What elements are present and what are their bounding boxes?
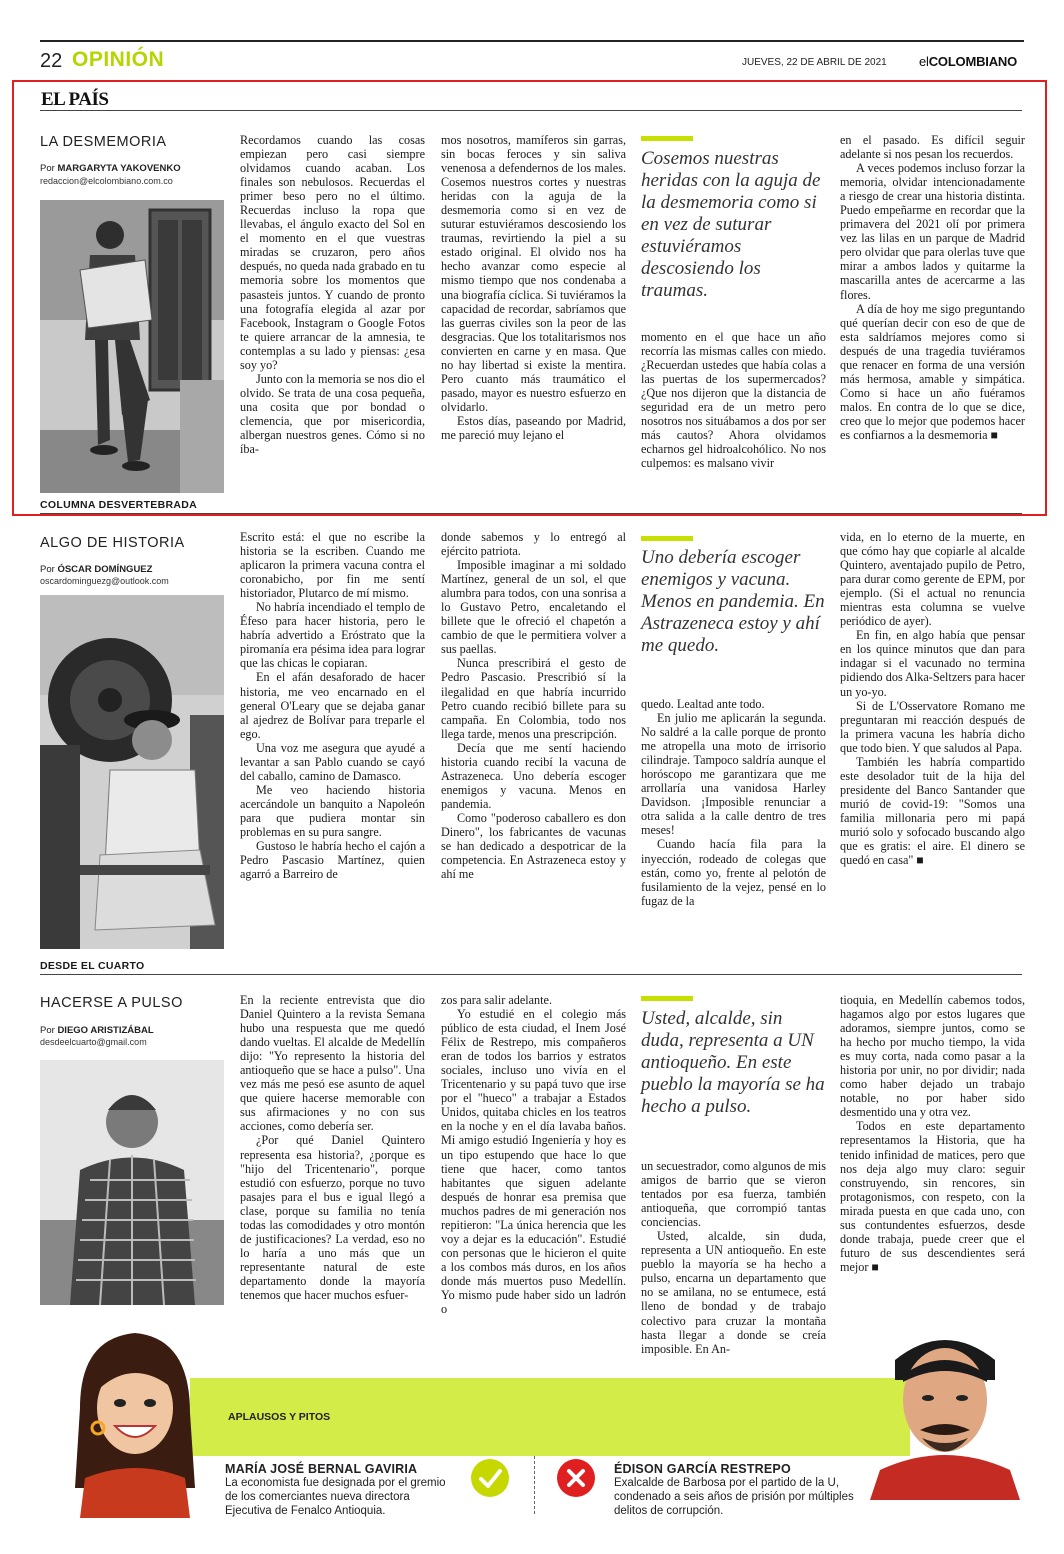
paragraph: Me veo haciendo historia acercándole un banquito a Napoleón para que pudiera montar sin problemas en su pura sangre. [240, 782, 425, 839]
pull-quote: Uno debería escoger enemigos y vacuna. Menos en pandemia. En Astrazeneca estoy y ahí me quedo. [641, 547, 825, 656]
pull-quote-bar [641, 996, 693, 1001]
statue-photo [40, 200, 224, 493]
byline: Por DIEGO ARISTIZÁBAL [40, 1025, 154, 1036]
column-title: HACERSE A PULSO [40, 995, 183, 1011]
paragraph: En la reciente entrevista que dio Daniel Quintero a la revista Semana hubo una respuesta que me quedó dando vueltas. El alcalde de Medellín dijo: "Yo represento la historia del antioqueño que se hace a pulso". Una vez más me pesó ese asunto de aquel que quiere hacerse memorable con sus afirmaciones y no con sus acciones, como debería ser. [240, 993, 425, 1134]
man-with-locomotive-illustration [40, 595, 224, 949]
historia-column-4 [840, 530, 1025, 958]
paragraph: Estos días, paseando por Madrid, me pareció muy lejano el [441, 413, 626, 442]
paragraph: Decía que me sentí haciendo historia cuando recibí la vacuna de Astrazeneca. Uno debería escoger enemigos y vacuna. Menos en pandemia. [441, 740, 626, 811]
paragraph: quedo. Lealtad ante todo. [641, 697, 765, 711]
aplauso-name: MARÍA JOSÉ BERNAL GAVIRIA [225, 1462, 418, 1476]
paragraph: zos para salir adelante. [441, 993, 552, 1007]
el-pais-rule [40, 110, 1022, 111]
el-pais-column-2 [441, 133, 626, 493]
top-rule [40, 40, 1024, 42]
author-email: redaccion@elcolombiano.com.co [40, 176, 173, 186]
column-title: ALGO DE HISTORIA [40, 535, 185, 551]
paragraph: A día de hoy me sigo preguntando qué querían decir con eso de que de esta saldríamos mejores como si después de una tragedia tuviéramos que renacer en forma de una versión más hermosa, amable y simpática. Como si hace un año fuéramos malos. En contra de lo que se dice, creo que lo mejor que podemos hacer es confiarnos a la desmemoria ■ [840, 301, 1025, 442]
page-number: 22 [40, 50, 63, 72]
author-photo [40, 1060, 224, 1305]
paragraph: Usted, alcalde, sin duda, representa a UN antioqueño. En este pueblo la mayoría se ha hecho a pulso, encarna un departamento que no se amilana, no se entumece, está lleno de bondad y de trabajo colectivo para cruzar la montaña hasta llegar a donde se creía imposible. En An- [641, 1229, 826, 1356]
paragraph: En julio me aplicarán la segunda. No saldré a la calle porque de pronto me atropella una moto de irrisorio cilindraje. Tampoco saldría aunque el horóscopo me garantizara que me arrollaría una vanidosa Harley Davidson. ¡Imposible renunciar a otra salida a la calle dentro de tres meses! [641, 711, 826, 838]
column-kicker: COLUMNA DESVERTEBRADA [40, 499, 197, 511]
historia-column-3 [641, 697, 826, 958]
cuarto-column-1 [240, 993, 425, 1338]
cuarto-column-3 [641, 1159, 826, 1373]
paragraph: También les habría compartido este desolador tuit de la hija del presidente del Banco Santander que murió de covid-19: "Somos una familia millonaria pero mi papá murió solo y sofocado buscando algo que es gratis: el aire. El dinero se quedó en casa" ■ [840, 754, 1025, 868]
author-email: desdeelcuarto@gmail.com [40, 1037, 147, 1047]
man-in-field-illustration [40, 1060, 224, 1305]
paragraph: tioquia, en Medellín cabemos todos, hagamos algo por estos lugares que adoramos, siempre juntos, como se ha hecho por mucho tiempo, la vida es muy corta, nada como pasar a la historia por unir, no por dividir; nada como haber dejado un trabajo notable, no por haber sido desmentido una y otra vez. [840, 993, 1025, 1120]
man-caricature-illustration [860, 1320, 1030, 1500]
paragraph: Recordamos cuando las cosas empiezan pero casi siempre olvidamos cuando acaban. Los finales son nebulosos. Recuerdas el primer beso pero no el último. Recuerdas incluso la ropa que llevabas, el ángulo exacto del Sol en el momento en el que vuestras miradas se cruzaron, pero años después, no queda nada grabado en tu memoria sobre los momentos que pasasteis juntos. Y cuando de pronto una fotografía elegida al azar por Facebook, Instagram o Google Fotos te quiere arrancar de la amnesia, te contemplas a su lado y piensas: ¿esa soy yo? [240, 133, 425, 372]
paragraph: vida, en lo eterno de la muerte, en que cómo hay que copiarle al alcalde Quintero, aventajado pupilo de Petro, para durar como gerente de EPM, por ejemplo. (Si el actual no renuncia mientras esta columna se vuelve periódico de ayer). [840, 530, 1025, 629]
author-photo [40, 595, 224, 949]
pull-quote: Usted, alcalde, sin duda, representa a UN antioqueño. En este pueblo la mayoría se ha hecho a pulso. [641, 1008, 825, 1117]
masthead [919, 54, 1017, 69]
pull-quote: Cosemos nuestras heridas con la aguja de la desmemoria como si en vez de suturar estuviéramos descosiendo los traumas. [641, 148, 821, 301]
paragraph: ¿Por qué Daniel Quintero representa esa historia?, ¿porque es "hijo del Tricentenario", porque estudió con esfuerzo, porque no tuvo pasajes para el bus e igual llegó a clase, porque su familia no tenía todas las comodidades y otro montón de justificaciones? La verdad, eso no lo haría a uno más que un representante natural de este departamento donde la mayoría tenemos que hacer muchos esfuer- [240, 1133, 425, 1302]
pull-quote-bar [641, 136, 693, 141]
el-pais-column-3 [641, 330, 826, 493]
byline: Por MARGARYTA YAKOVENKO [40, 163, 181, 174]
paragraph: Si de L'Osservatore Romano me preguntaran mi reacción después de la primera vacuna les habría dicho que todo bien. Y que saludos al Papa. [840, 698, 1025, 755]
issue-date: JUEVES, 22 DE ABRIL DE 2021 [742, 57, 887, 68]
paragraph: Cuando hacía fila para la inyección, rodeado de colegas que están, como yo, frente al pelotón de fusilamiento de la vejez, pensé en lo fugaz de la [641, 837, 826, 908]
paragraph: donde sabemos y lo entregó al ejército patriota. [441, 530, 626, 559]
paragraph: mos nosotros, mamíferos sin garras, sin bocas feroces y sin saliva venenosa a defendernos de los males. Cosemos nuestros cortes y nuestras heridas con la aguja de la desmemoria como si en vez de suturar estuviéramos descosiendo los traumas, revirtiendo la piel a su estado original. El olvido nos ha hecho avanzar como especie al mismo tiempo que nos condenaba a una biografía cíclica. Si tuviéramos la capacidad de recordar, sabríamos que las guerras civiles son la peor de las desgracias. Que los totalitarismos nos convierten en carne y en masa. Que no hay libertad si existe la mentira. Pero cuanto más traumático el pasado, mayor es nuestro esfuerzo en olvidarlo. [441, 133, 626, 414]
paragraph: Escrito está: el que no escribe la historia se la escriben. Cuando me aplicaron la primera vacuna contra el coronabicho, por fin me sentí historiador, Plutarco de mí mismo. [240, 530, 425, 601]
section-rule [40, 974, 1022, 975]
divider [534, 1456, 535, 1514]
pito-text: Exalcalde de Barbosa por el partido de la U, condenado a seis años de prisión por múltiples delitos de corrupción. [614, 1477, 854, 1517]
paragraph: Como "poderoso caballero es don Dinero", los fabricantes de vacunas se han dedicado a despotricar de la competencia. En Astrazeneca estoy y ahí me [441, 810, 626, 882]
paragraph: Todos en este departamento representamos la Historia, que ha tenido infinidad de matices, pero que nos deja algo muy claro: seguir construyendo, sin rencores, sin protagonismos, con respeto, con la mirada puesta en que cada uno, con sus contundentes esfuerzos, desde donde trabaja, puede creer que el futuro de sus descendientes será mejor ■ [840, 1119, 1025, 1274]
byline: Por ÓSCAR DOMÍNGUEZ [40, 564, 153, 575]
paragraph: En fin, en algo había que pensar en los quince minutos que dan para indagar si el vacunado no termina pidiendo dos Alka-Seltzers para hacer un yo-yo. [840, 628, 1025, 699]
paragraph: Nunca prescribirá el gesto de Pedro Pascasio. Prescribió sí la ilegalidad en que habría incurrido Petro cuando recibió billete para su campaña. En Colombia, todo nos llega tarde, menos una prescripción. [441, 656, 626, 741]
column-kicker: DESDE EL CUARTO [40, 960, 145, 972]
paragraph: Imposible imaginar a mi soldado Martínez, general de un sol, el que alumbra para todos, con una sonrisa a lo Gustavo Petro, encaletando el billete que le ofreció el chapetón a cambio de que le permitiera volver a sus paellas. [441, 558, 626, 657]
author-email: oscardominguezg@outlook.com [40, 576, 169, 586]
paragraph: En el afán desaforado de hacer historia, me veo encarnado en el general O'Leary que se dejaba ganar al ajedrez de Bolívar para treparle el ego. [240, 670, 425, 741]
section-rule [40, 513, 1022, 514]
pito-name: ÉDISON GARCÍA RESTREPO [614, 1462, 791, 1476]
paragraph: Gustoso le habría hecho el cajón a Pedro Pascasio Martínez, quien agarró a Barreiro de [240, 839, 425, 882]
man-caricature [860, 1320, 1030, 1500]
column-title: LA DESMEMORIA [40, 134, 167, 150]
paragraph: momento en el que hace un año recorría las mismas calles con miedo. ¿Recuerdan ustedes que había colas a las puertas de los supermercados? ¿Que nos dijeron que la distancia de seguridad era de un metro pero nosotros nos situábamos a dos por ser más cautos? Ahora olvidamos echarnos gel hidroalcohólico. No nos culpemos: es malsano vivir [641, 330, 826, 471]
el-pais-column-4 [840, 133, 1025, 493]
woman-caricature-illustration [60, 1318, 210, 1518]
paragraph: A veces podemos incluso forzar la memoria, olvidar intencionadamente a riesgo de crear una historia distinta. Puedo empeñarme en recordar que la primavera del 2021 olí por primera vez las lilas en un parque de Madrid pero olvidar que para olerlas tuve que mirar a ambos lados y quitarme la mascarilla antes de acercarme a las flores. [840, 161, 1025, 302]
paragraph: Junto con la memoria se nos dio el olvido. Se trata de una cosa pequeña, una cosita que por bondad o clemencia, que por misericordia, albergan nuestros genes. Cómo si no íba- [240, 371, 425, 457]
section-title: OPINIÓN [72, 48, 165, 71]
cuarto-column-2 [441, 993, 626, 1373]
masthead-name: COLOMBIANO [928, 54, 1017, 69]
paragraph: un secuestrador, como algunos de mis amigos de barrio que se vieron tentados por esa fuerza, también antioqueña, que corrompió tantas conciencias. [641, 1159, 826, 1230]
cross-icon [557, 1459, 595, 1497]
el-pais-column-1 [240, 133, 425, 493]
paragraph: No habría incendiado el templo de Éfeso para hacer historia, pero le habría advertido a Eróstrato que la piromanía era pésima idea para lograr que las chicas le copiaran. [240, 600, 425, 671]
paragraph: Yo estudié en el colegio más público de esta ciudad, el Inem José Félix de Restrepo, mis compañeros eran de todos los barrios y estratos sociales, incluso uno vivía en el Tricentenario y su papá tuvo que irse por el "hueco" a trabajar a Estados Unidos, quitaba chicles en los teatros en la noche y en el día lavaba baños. Mi amigo estudió Ingeniería y hoy es un tipo estupendo que hace lo que tiene que hacer, como tantos habitantes que siguen adelante después de honrar esa premisa que muchos padres de mi generación nos repitieron: "La única herencia que les voy a dejar es la educación". Estudié con personas que le hicieron el quite a los combos más duros, en los años donde más muertos puso Medellín. Yo mismo pude haber sido un ladrón o [441, 1007, 626, 1317]
cuarto-column-4 [840, 993, 1025, 1313]
el-pais-logo: EL PAÍS [41, 89, 109, 110]
historia-column-2 [441, 530, 626, 958]
aplauso-text: La economista fue designada por el gremio de los comerciantes nueva directora Ejecutiva de Fenalco Antioquia. [225, 1477, 446, 1517]
paragraph: Una voz me asegura que ayudé a levantar a san Pablo cuando se cayó del caballo, camino de Damasco. [240, 740, 425, 783]
masthead-prefix: el [919, 54, 929, 69]
statue-reading-newspaper-illustration [40, 200, 224, 493]
aplausos-title: APLAUSOS Y PITOS [228, 1411, 331, 1423]
woman-caricature [60, 1318, 210, 1518]
paragraph: en el pasado. Es difícil seguir adelante si nos pesan los recuerdos. [840, 133, 1025, 162]
check-icon [471, 1459, 509, 1497]
historia-column-1 [240, 530, 425, 958]
pull-quote-bar [641, 536, 693, 541]
